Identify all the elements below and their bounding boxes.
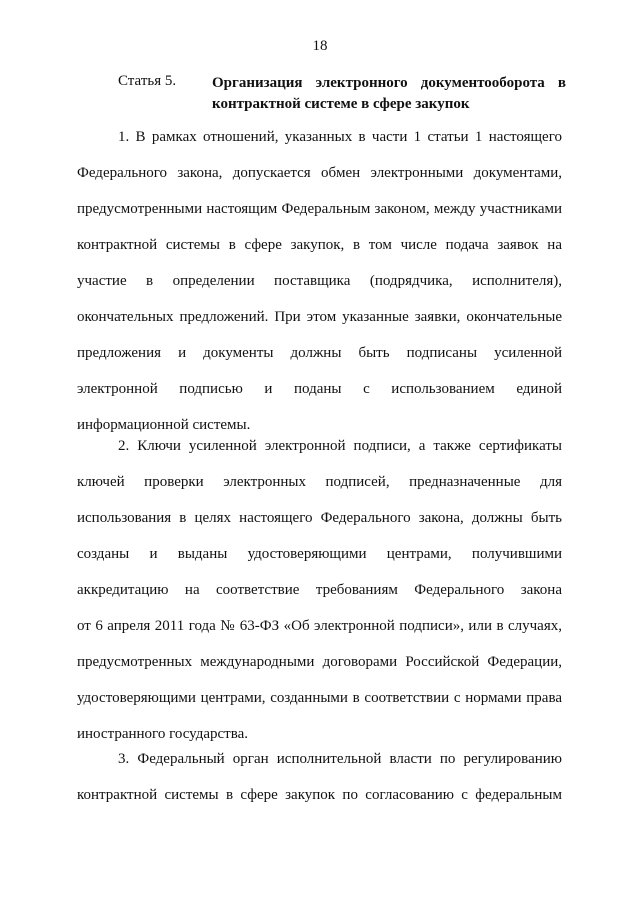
article-title <box>212 73 566 115</box>
paragraph-line: от 6 апреля 2011 года № 63-ФЗ «Об электронной подписи», или в случаях, <box>77 618 562 634</box>
article-title-line: Организация электронного документооборота в <box>212 75 566 91</box>
paragraph-line: предложения и документы должны быть подписаны усиленной <box>77 345 562 361</box>
paragraph-line: контрактной системы в сфере закупок, в том числе подача заявок на <box>77 237 562 253</box>
paragraph-line: Федерального закона, допускается обмен электронными документами, <box>77 165 562 181</box>
paragraph-line: удостоверяющими центрами, созданными в соответствии с нормами права <box>77 690 562 706</box>
paragraph-line: аккредитацию на соответствие требованиям Федерального закона <box>77 582 562 598</box>
paragraph-line: созданы и выданы удостоверяющими центрами, получившими <box>77 546 562 562</box>
page-number: 18 <box>312 38 328 54</box>
paragraph-line: участие в определении поставщика (подрядчика, исполнителя), <box>77 273 562 289</box>
paragraph-line: контрактной системы в сфере закупок по согласованию с федеральным <box>77 787 562 803</box>
paragraph-line: 2. Ключи усиленной электронной подписи, а также сертификаты <box>118 438 562 454</box>
article-label: Статья 5. <box>118 73 177 89</box>
paragraph-line: окончательных предложений. При этом указанные заявки, окончательные <box>77 309 562 325</box>
paragraph-2 <box>77 428 562 752</box>
paragraph-1 <box>77 119 562 443</box>
paragraph-line: электронной подписью и поданы с использованием единой <box>77 381 562 397</box>
paragraph-line: предусмотренных международными договорами Российской Федерации, <box>77 654 562 670</box>
paragraph-line: 3. Федеральный орган исполнительной власти по регулированию <box>118 751 562 767</box>
paragraph-line: предусмотренными настоящим Федеральным законом, между участниками <box>77 201 562 217</box>
paragraph-3 <box>77 741 562 813</box>
paragraph-line: ключей проверки электронных подписей, предназначенные для <box>77 474 562 490</box>
paragraph-line: использования в целях настоящего Федерального закона, должны быть <box>77 510 562 526</box>
paragraph-line: 1. В рамках отношений, указанных в части 1 статьи 1 настоящего <box>118 129 562 145</box>
article-title-line: контрактной системе в сфере закупок <box>212 96 470 112</box>
paragraph-line: иностранного государства. <box>77 726 249 742</box>
paragraph-line: информационной системы. <box>77 417 251 433</box>
